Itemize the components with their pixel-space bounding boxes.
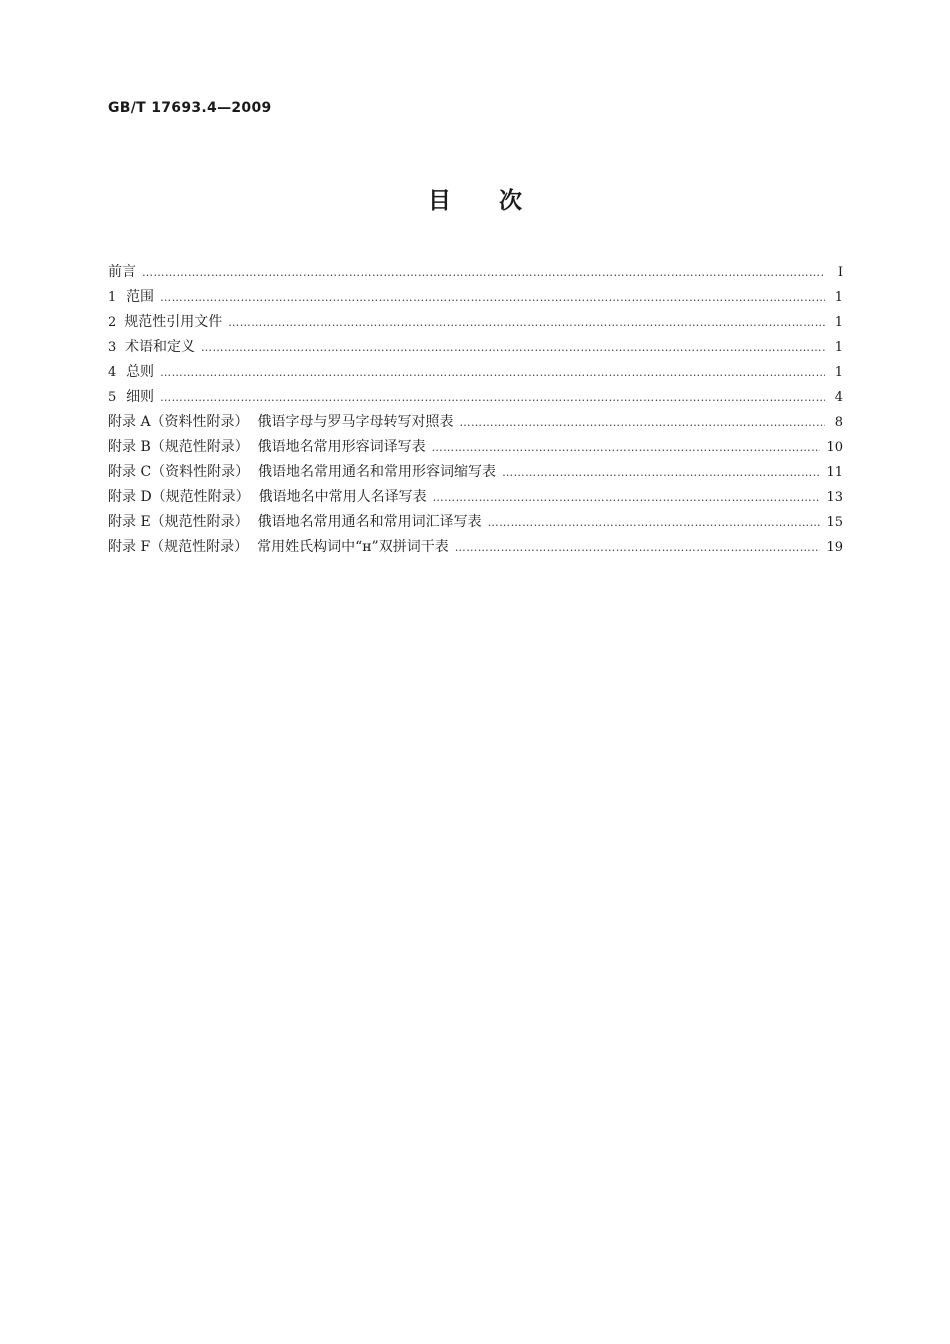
toc-leader-dots [502,460,820,485]
toc-entry-section-2[interactable] [108,310,843,335]
toc-leader-dots [160,360,825,385]
toc-leader-dots [228,310,825,335]
toc-entry-label: 前言 [108,264,136,280]
toc-entry-label: 规范性引用文件 [124,314,223,330]
toc-entry-section-1[interactable] [108,285,843,310]
toc-page-number: 19 [826,540,843,555]
toc-page-number: Ⅰ [837,265,843,280]
toc-entry-annex-c[interactable] [108,460,843,485]
toc-entry-foreword[interactable] [108,260,843,285]
toc-section-number: 4 [108,365,117,380]
toc-leader-dots [160,385,825,410]
toc-entry-label: 附录 A（资料性附录） 俄语字母与罗马字母转写对照表 [108,414,454,430]
toc-page-number: 1 [834,315,843,330]
toc-leader-dots [433,485,821,510]
toc-entry-annex-a[interactable] [108,410,843,435]
toc-entry-annex-f[interactable] [108,535,843,560]
toc-section-number: 3 [108,340,117,355]
toc-leader-dots [488,510,821,535]
toc-section-number: 5 [108,390,117,405]
toc-entry-label: 范围 [126,289,155,305]
toc-leader-dots [160,285,825,310]
toc-page-number: 1 [834,290,843,305]
toc-page-number: 13 [826,490,843,505]
toc-entry-annex-b[interactable] [108,435,843,460]
toc-leader-dots [201,335,825,360]
toc-page-number: 4 [834,390,843,405]
toc-entry-annex-d[interactable] [108,485,843,510]
toc-entry-label: 附录 D（规范性附录） 俄语地名中常用人名译写表 [108,489,427,505]
toc-title-char-1: 目 [428,188,451,214]
toc-page-number: 8 [834,415,843,430]
toc-entry-annex-e[interactable] [108,510,843,535]
toc-list [108,260,843,560]
toc-leader-dots [459,410,825,435]
toc-entry-section-3[interactable] [108,335,843,360]
toc-leader-dots [142,260,825,285]
toc-section-number: 2 [108,315,117,330]
document-code: GB/T 17693.4—2009 [108,100,272,116]
toc-leader-dots [432,435,821,460]
toc-entry-label: 总则 [126,364,155,380]
toc-entry-label: 术语和定义 [124,339,195,355]
toc-entry-label: 附录 E（规范性附录） 俄语地名常用通名和常用词汇译写表 [108,514,482,530]
toc-entry-section-4[interactable] [108,360,843,385]
toc-entry-label: 附录 B（规范性附录） 俄语地名常用形容词译写表 [108,439,426,455]
toc-section-number: 1 [108,290,117,305]
toc-entry-label: 附录 C（资料性附录） 俄语地名常用通名和常用形容词缩写表 [108,464,497,480]
toc-title [0,182,950,215]
toc-entry-section-5[interactable] [108,385,843,410]
toc-page-number: 10 [826,440,843,455]
toc-page-number: 15 [826,515,843,530]
toc-page-number: 1 [834,340,843,355]
toc-entry-label: 附录 F（规范性附录） 常用姓氏构词中“н”双拼词干表 [108,539,449,555]
toc-title-char-2: 次 [499,188,522,214]
toc-entry-label: 细则 [126,389,155,405]
toc-leader-dots [455,535,821,560]
toc-page-number: 11 [826,465,843,480]
toc-page-number: 1 [834,365,843,380]
